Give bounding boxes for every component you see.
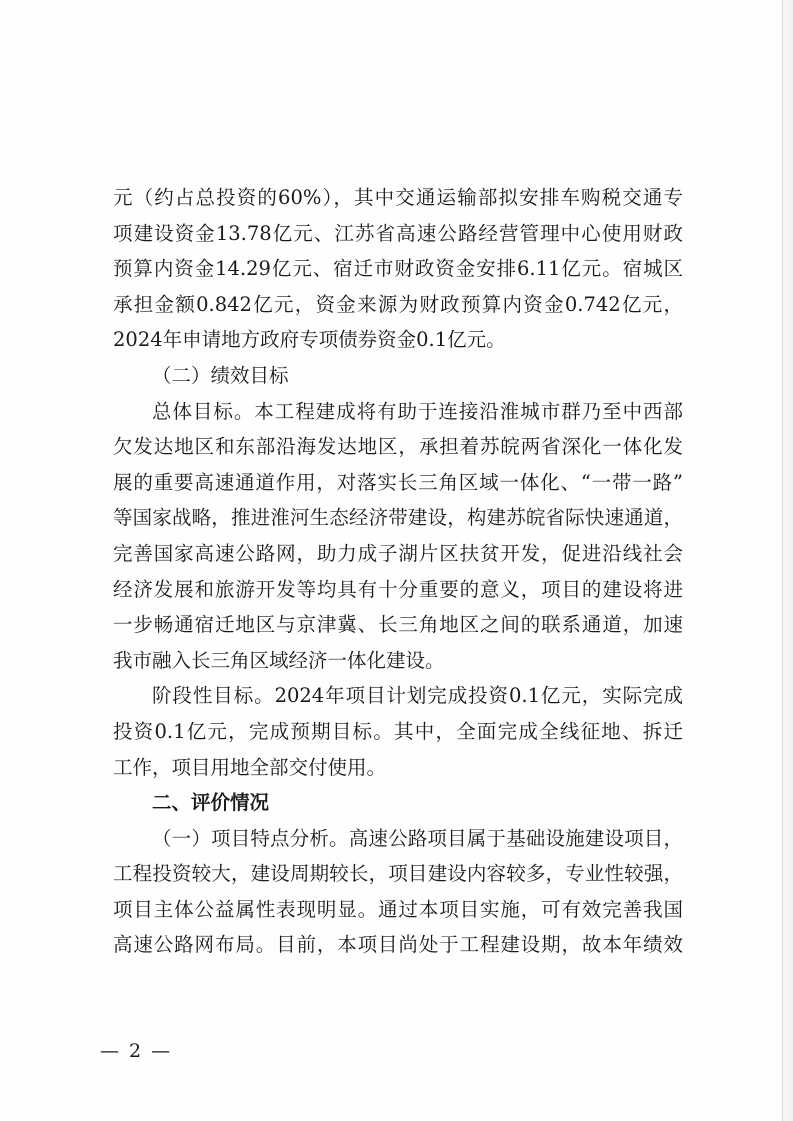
- paragraph-line: 欠发达地区和东部沿海发达地区，承担着苏皖两省深化一体化发: [113, 435, 683, 459]
- paragraph-line: 经济发展和旅游开发等均具有十分重要的意义，项目的建设将进: [113, 577, 683, 601]
- paragraph-line: 展的重要高速通道作用，对落实长三角区域一体化、“一带一路”: [113, 470, 683, 494]
- scan-edge-line: [782, 0, 783, 1121]
- paragraph-line: 工程投资较大，建设周期较长，项目建设内容较多，专业性较强，: [113, 862, 683, 886]
- paragraph-line: 2024年申请地方政府专项债券资金0.1亿元。: [113, 328, 506, 352]
- paragraph-line: 高速公路网布局。目前，本项目尚处于工程建设期，故本年绩效: [113, 933, 683, 957]
- paragraph-line: 总体目标。本工程建成将有助于连接沿淮城市群乃至中西部: [152, 399, 683, 423]
- paragraph-line: 完善国家高速公路网，助力成子湖片区扶贫开发，促进沿线社会: [113, 541, 683, 565]
- paragraph-line: 阶段性目标。2024年项目计划完成投资0.1亿元，实际完成: [152, 684, 683, 708]
- section-heading: 二、评价情况: [152, 791, 270, 815]
- paragraph-line: 元（约占总投资的60%），其中交通运输部拟安排车购税交通专: [113, 186, 683, 209]
- paragraph-line: 我市融入长三角区域经济一体化建设。: [113, 648, 445, 672]
- paragraph-line: 等国家战略，推进淮河生态经济带建设，构建苏皖省际快速通道，: [113, 506, 683, 530]
- paragraph-line: 一步畅通宿迁地区与京津冀、长三角地区之间的联系通道，加速: [113, 613, 683, 637]
- section-subheading: （二）绩效目标: [152, 363, 289, 387]
- paragraph-line: 预算内资金14.29亿元、宿迁市财政资金安排6.11亿元。宿城区: [113, 257, 683, 281]
- paragraph-line: 投资0.1亿元，完成预期目标。其中，全面完成全线征地、拆迁: [113, 719, 683, 743]
- paragraph-line: （一）项目特点分析。高速公路项目属于基础设施建设项目，: [152, 826, 683, 850]
- page-number: — 2 —: [100, 1040, 173, 1062]
- paragraph-line: 项建设资金13.78亿元、江苏省高速公路经营管理中心使用财政: [113, 221, 683, 245]
- paragraph-line: 承担金额0.842亿元，资金来源为财政预算内资金0.742亿元，: [113, 292, 683, 316]
- paragraph-line: 工作，项目用地全部交付使用。: [113, 755, 387, 779]
- paragraph-line: 项目主体公益属性表现明显。通过本项目实施，可有效完善我国: [113, 897, 683, 921]
- body-text: [113, 180, 683, 963]
